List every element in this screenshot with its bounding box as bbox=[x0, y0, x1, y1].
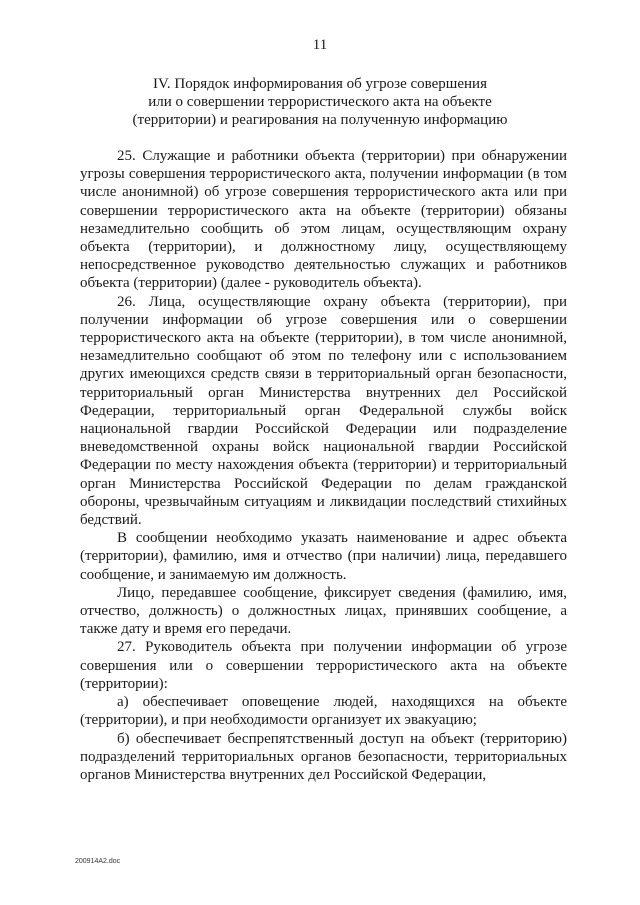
paragraph-message-record: Лицо, передавшее сообщение, фиксирует сведения (фамилию, имя, отчество, должность) о должностных лицах, принявших сообщение, а также дату и время его передачи. bbox=[80, 584, 567, 638]
footer-filename: 200914A2.doc bbox=[75, 858, 121, 865]
heading-line: (территории) и реагирования на полученную информацию bbox=[132, 112, 508, 128]
page-number: 11 bbox=[312, 37, 328, 53]
paragraph-25: 25. Служащие и работники объекта (территории) при обнаружении угрозы совершения террористического акта, получении информации (в том числе анонимной) об угрозе совершения террористического акта или при совершении террористического акта на объекте (территории) обязаны незамедлительно сообщить об этом лицам, осуществляющим охрану объекта (территории), и должностному лицу, осуществляющему непосредственное руководство деятельностью служащих и работников объекта (территории) (далее - руководитель объекта). bbox=[80, 148, 567, 292]
paragraph-message-content: В сообщении необходимо указать наименование и адрес объекта (территории), фамилию, имя и отчество (при наличии) лица, передавшего сообщение, и занимаемую им должность. bbox=[80, 530, 567, 583]
heading-line: или о совершении террористического акта на объекте bbox=[148, 94, 492, 110]
paragraph-27-b: б) обеспечивает беспрепятственный доступ на объект (территорию) подразделений территориальных органов безопасности, территориальных органов Министерства внутренних дел Российской Федерации, bbox=[80, 730, 567, 783]
paragraph-27-a: а) обеспечивает оповещение людей, находящихся на объекте (территории), и при необходимости организует их эвакуацию; bbox=[80, 694, 567, 729]
paragraph-27: 27. Руководитель объекта при получении информации об угрозе совершения или о совершении террористического акта на объекте (территории): bbox=[80, 639, 567, 692]
paragraph-26: 26. Лица, осуществляющие охрану объекта (территории), при получении информации об угрозе совершения или о совершении террористического акта на объекте (территории), в том числе анонимной, незамедлительно сообщают об этом по телефону или с использованием других имеющихся средств связи в территориальный орган безопасности, территориальный орган Министерства внутренних дел Российской Федерации, территориальный орган Федеральной службы войск национальной гвардии Российской Федерации или подразделение вневедомственной охраны войск национальной гвардии Российской Федерации по месту нахождения объекта (территории) и территориальный орган Министерства Российской Федерации по делам гражданской обороны, чрезвычайным ситуациям и ликвидации последствий стихийных бедствий. bbox=[80, 293, 567, 529]
section-heading bbox=[60, 75, 580, 129]
heading-line: IV. Порядок информирования об угрозе совершения bbox=[153, 76, 487, 92]
document-body bbox=[80, 147, 567, 784]
